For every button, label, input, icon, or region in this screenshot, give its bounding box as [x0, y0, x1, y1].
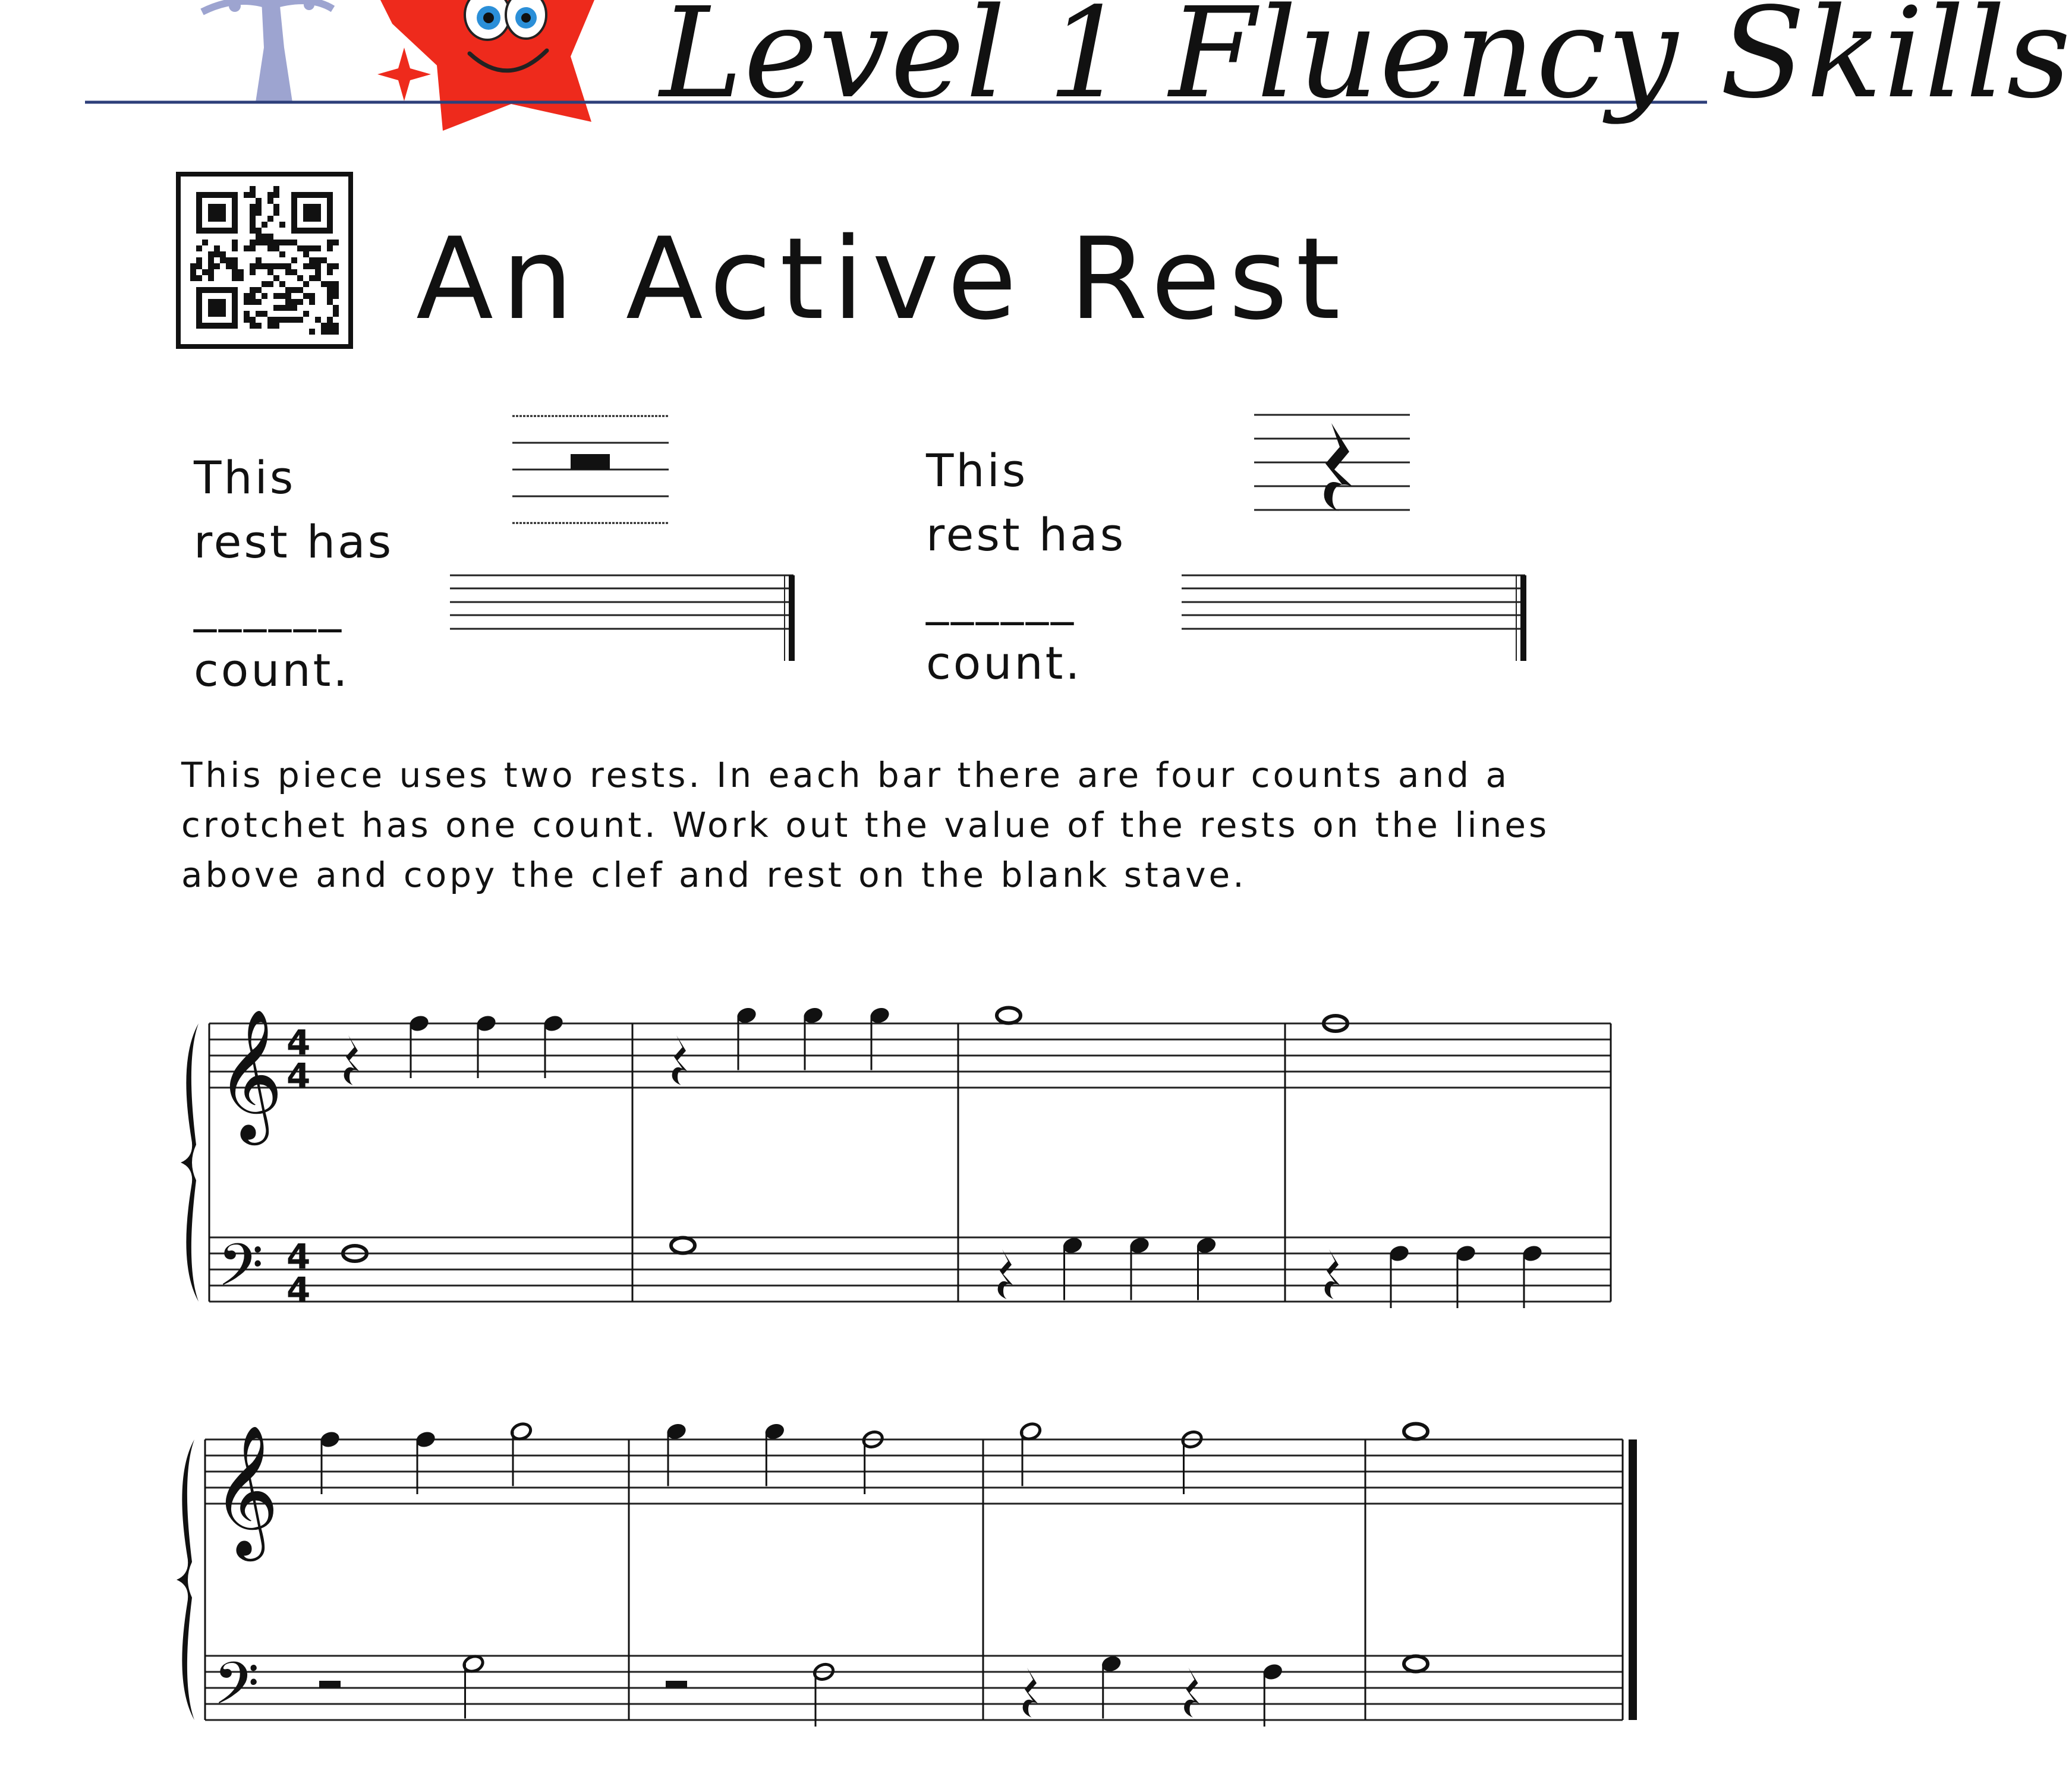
- semibreve-note: [1404, 1656, 1428, 1672]
- bass-clef-icon: 𝄢: [213, 1650, 260, 1732]
- rest-question-1-blank[interactable]: ______: [194, 579, 344, 632]
- crotchet-rest: [998, 1249, 1013, 1299]
- bass-staff: [205, 1656, 1623, 1720]
- crotchet-rest: [344, 1035, 359, 1085]
- rest-question-2-line3: count.: [926, 637, 1082, 689]
- crotchet-rest: [1325, 1249, 1340, 1299]
- final-barline: [1629, 1439, 1637, 1720]
- time-signature-bottom: 4: [286, 1056, 311, 1096]
- time-signature-bottom: 4: [286, 1269, 311, 1310]
- minim-rest: [319, 1681, 341, 1688]
- rest-question-1-line3: count.: [194, 644, 350, 697]
- rest-question-2-line2: rest has: [926, 508, 1126, 561]
- treble-clef-icon: 𝄞: [212, 1424, 279, 1555]
- page-title: An Active Rest: [416, 213, 1349, 345]
- treble-staff: [209, 1023, 1611, 1088]
- rest-question-2-line1: This: [926, 444, 1028, 497]
- treble-clef-icon: 𝄞: [216, 1008, 284, 1139]
- rest-question-2-blank[interactable]: ______: [926, 572, 1076, 625]
- rest-question-1-line2: rest has: [194, 515, 394, 568]
- semibreve-note: [1404, 1424, 1428, 1439]
- instructions-line-1: This piece uses two rests. In each bar there are four counts and a: [181, 755, 1510, 795]
- crotchet-rest: [1023, 1668, 1038, 1718]
- crotchet-rest: [672, 1035, 687, 1085]
- time-signature-top: 4: [286, 1022, 311, 1063]
- semibreve-note: [997, 1008, 1021, 1023]
- instructions-line-3: above and copy the clef and rest on the blank stave.: [181, 855, 1247, 895]
- time-signature-top: 4: [286, 1236, 311, 1277]
- semibreve-note: [671, 1238, 695, 1253]
- minim-rest: [666, 1681, 687, 1688]
- crotchet-rest: [1184, 1668, 1199, 1718]
- series-title: Level 1 Fluency Skills: [660, 0, 2072, 126]
- system-brace: [177, 1439, 194, 1720]
- instructions-line-2: crotchet has one count. Work out the value of the rests on the lines: [181, 805, 1550, 845]
- bass-clef-icon: 𝄢: [218, 1231, 264, 1314]
- system-brace: [181, 1023, 199, 1302]
- rest-question-1-line1: This: [194, 451, 296, 504]
